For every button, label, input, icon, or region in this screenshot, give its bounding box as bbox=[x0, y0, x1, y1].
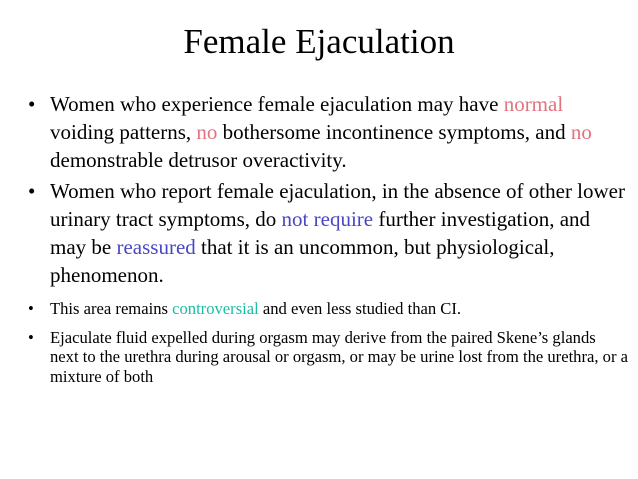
bullet-text bbox=[50, 328, 628, 387]
bullet-marker: • bbox=[28, 327, 34, 347]
text-segment: demonstrable detrusor overactivity. bbox=[50, 148, 347, 172]
text-segment: Ejaculate fluid expelled during orgasm may derive from the paired Skene’s glands next to the urethra during arousal or orgasm, or may be urine lost from the urethra, or a mixture of both bbox=[50, 327, 628, 386]
bullet-text bbox=[50, 177, 628, 289]
highlight-no: no bbox=[196, 120, 218, 144]
text-segment: and even less studied than CI. bbox=[258, 299, 462, 318]
bullet-list bbox=[28, 90, 628, 386]
highlight-reassured: reassured bbox=[116, 235, 196, 259]
highlight-not-require: not require bbox=[281, 207, 374, 231]
text-segment: Women who report female ejaculation, in the absence of other lower urinary tract symptoms, do bbox=[50, 179, 625, 231]
text-segment: that it is an uncommon, but physiological, phenomenon. bbox=[50, 235, 555, 287]
text-segment: This area remains bbox=[50, 299, 173, 318]
bullet-item bbox=[28, 90, 628, 174]
slide-title: Female Ejaculation bbox=[183, 22, 455, 61]
text-segment: bothersome incontinence symptoms, and bbox=[217, 120, 571, 144]
bullet-marker: • bbox=[28, 179, 36, 203]
highlight-normal: normal bbox=[503, 92, 564, 116]
text-segment: Women who experience female ejaculation may have bbox=[50, 92, 504, 116]
bullet-item bbox=[28, 299, 628, 319]
highlight-controversial: controversial bbox=[172, 299, 259, 318]
bullet-text bbox=[50, 90, 628, 174]
bullet-text bbox=[50, 299, 628, 319]
bullet-item bbox=[28, 177, 628, 289]
bullet-marker: • bbox=[28, 92, 36, 116]
highlight-no: no bbox=[570, 120, 592, 144]
text-segment: voiding patterns, bbox=[50, 120, 197, 144]
bullet-item bbox=[28, 328, 628, 387]
text-segment: further investigation, and may be bbox=[50, 207, 591, 259]
bullet-marker: • bbox=[28, 299, 34, 318]
